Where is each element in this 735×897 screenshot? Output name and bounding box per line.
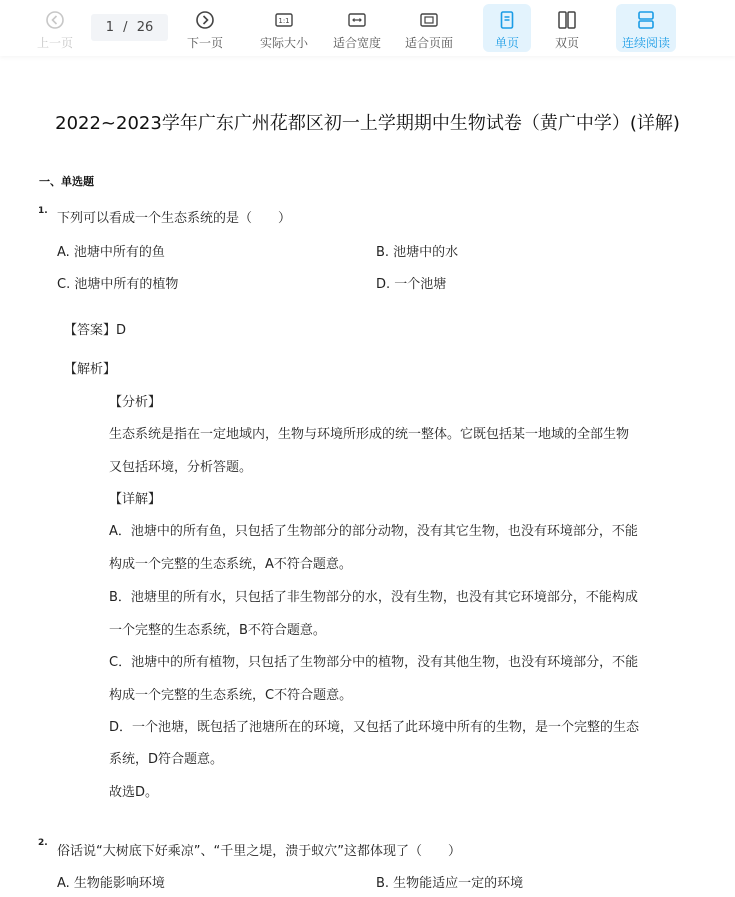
option-a: A. 池塘中所有的鱼 [57,245,165,260]
xiangjie-line: C．池塘中的所有植物，只包括了生物部分中的植物，没有其他生物，也没有环境部分，不能 [109,655,639,670]
xiangjie-line: 故选D。 [109,785,159,800]
section-heading: 一、单选题 [39,175,94,188]
xiangjie-line: 构成一个完整的生态系统，A不符合题意。 [109,557,352,572]
next-page-label: 下一页 [186,36,223,50]
next-page-button[interactable] [180,4,230,52]
prev-page-label: 上一页 [36,36,73,50]
fit-page-button[interactable] [398,4,460,52]
actual-size-button[interactable] [253,4,315,52]
question-number: 2. [38,838,48,848]
single-page-button[interactable] [483,4,531,52]
actual-size-label: 实际大小 [259,36,308,50]
continuous-reading-button[interactable] [616,4,676,52]
option-c: C. 池塘中所有的植物 [57,277,179,292]
current-page: 1 [105,20,115,35]
xiangjie-tag: 【详解】 [109,492,162,507]
answer-tag [64,319,126,338]
xiangjie-line: B．池塘里的所有水，只包括了非生物部分的水，没有生物，也没有其它环境部分，不能构成 [109,590,638,605]
single-page-icon [497,10,517,30]
prev-page-button[interactable] [30,4,80,52]
fenxi-tag: 【分析】 [109,395,162,410]
double-page-button[interactable] [543,4,591,52]
chevron-right-circle-icon [195,10,215,30]
answer-value: D [116,323,127,338]
question-text: 俗话说“大树底下好乘凉”、“千里之堤，溃于蚁穴”这都体现了（ ） [57,844,461,859]
xiangjie-line: 系统，D符合题意。 [109,752,224,767]
continuous-reading-icon [636,10,656,30]
xiangjie-line: A．池塘中的所有鱼，只包括了生物部分的部分动物，没有其它生物，也没有环境部分，不能 [109,524,638,539]
continuous-reading-label: 连续阅读 [621,36,670,50]
option-b: B. 生物能适应一定的环境 [376,876,524,891]
question-text: 下列可以看成一个生态系统的是（ ） [57,211,292,226]
double-page-label: 双页 [554,36,579,50]
option-d: D. 一个池塘 [376,277,447,292]
total-pages: 26 [136,20,154,35]
chevron-left-circle-icon [45,10,65,30]
single-page-label: 单页 [494,36,519,50]
option-b: B. 池塘中的水 [376,245,459,260]
double-page-icon [557,10,577,30]
fit-width-button[interactable] [326,4,388,52]
page-indicator[interactable] [91,14,168,41]
xiangjie-line: 构成一个完整的生态系统，C不符合题意。 [109,688,353,703]
fenxi-line: 又包括环境，分析答题。 [109,460,253,475]
analysis-tag: 【解析】 [64,362,117,377]
document-title: 2022~2023学年广东广州花都区初一上学期期中生物试卷（黄广中学）(详解) [55,113,680,134]
answer-label: 【答案】 [64,323,117,338]
svg-text:1:1: 1:1 [278,17,290,25]
question-number: 1. [38,206,48,216]
xiangjie-line: 一个完整的生态系统，B不符合题意。 [109,623,326,638]
fit-page-icon [419,10,439,30]
fit-width-icon [347,10,367,30]
fenxi-line: 生态系统是指在一定地域内，生物与环境所形成的统一整体。它既包括某一地域的全部生物 [109,427,630,442]
fit-width-label: 适合宽度 [332,36,381,50]
page-separator: / [123,20,128,35]
fit-page-label: 适合页面 [404,36,453,50]
option-a: A. 生物能影响环境 [57,876,165,891]
actual-size-icon [274,10,294,30]
xiangjie-line: D．一个池塘，既包括了池塘所在的环境，又包括了此环境中所有的生物，是一个完整的生态 [109,720,640,735]
reader-toolbar [0,0,735,56]
